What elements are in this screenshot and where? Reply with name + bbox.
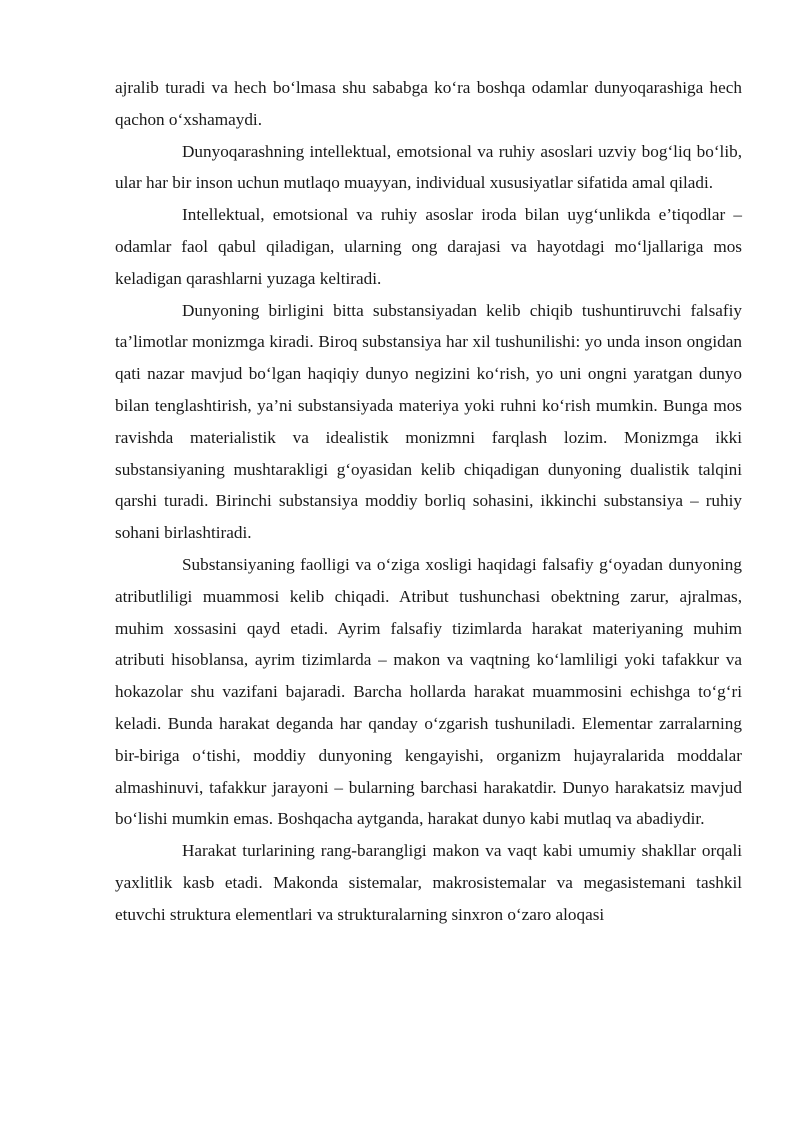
paragraph-continuation: ajralib turadi va hech bo‘lmasa shu sababga ko‘ra boshqa odamlar dunyoqarashiga hech qachon o‘xshamaydi.	[115, 78, 742, 129]
paragraph-monism: Dunyoning birligini bitta substansiyadan kelib chiqib tushuntiruvchi falsafiy ta’limotlar monizmga kiradi. Biroq substansiya har xil tushunilishi: yo unda inson ongidan qati nazar mavjud bo‘lgan haqiqiy dunyo negizini ko‘rish, yo uni ongni yaratgan dunyo bilan tenglashtirish, ya’ni substansiyada materiya yoki ruhni ko‘rish mumkin. Bunga mos ravishda materialistik va idealistik monizmni farqlash lozim. Monizmga ikki substansiyaning mushtarakligi g‘oyasidan kelib chiqadigan dunyoning dualistik talqini qarshi turadi. Birinchi substansiya moddiy borliq sohasini, ikkinchi substansiya – ruhiy sohani birlashtiradi.	[115, 300, 742, 543]
paragraph-attributes: Substansiyaning faolligi va o‘ziga xosligi haqidagi falsafiy g‘oyadan dunyoning atributliligi muammosi kelib chiqadi. Atribut tushunchasi obektning zarur, ajralmas, muhim xossasini qayd etadi. Ayrim falsafiy tizimlarda harakat materiyaning muhim atributi hisoblansa, ayrim tizimlarda – makon va vaqtning ko‘lamliligi yoki tafakkur va hokazolar shu vazifani bajaradi. Barcha hollarda harakat muammosini echishga to‘g‘ri keladi. Bunda harakat deganda har qanday o‘zgarish tushuniladi. Elementar zarralarning bir-biriga o‘tishi, moddiy dunyoning kengayishi, organizm hujayralarida moddalar almashinuvi, tafakkur jarayoni – bularning barchasi harakatdir. Dunyo harakatsiz mavjud bo‘lishi mumkin emas. Boshqacha aytganda, harakat dunyo kabi mutlaq va abadiydir.	[115, 554, 742, 829]
paragraph-motion-forms: Harakat turlarining rang-barangligi makon va vaqt kabi umumiy shakllar orqali yaxlitlik kasb etadi. Makonda sistemalar, makrosistemalar va megasistemani tashkil etuvchi struktura elementlari va strukturalarning sinxron o‘zaro aloqasi	[115, 841, 742, 924]
document-page	[115, 72, 742, 931]
paragraph-worldview-foundations: Dunyoqarashning intellektual, emotsional va ruhiy asoslari uzviy bog‘liq bo‘lib, ular har bir inson uchun mutlaqo muayyan, individual xususiyatlar sifatida amal qiladi.	[115, 141, 742, 193]
paragraph-convictions: Intellektual, emotsional va ruhiy asoslar iroda bilan uyg‘unlikda e’tiqodlar – odamlar faol qabul qiladigan, ularning ong darajasi va hayotdagi mo‘ljallariga mos keladigan qarashlarni yuzaga keltiradi.	[115, 205, 742, 288]
